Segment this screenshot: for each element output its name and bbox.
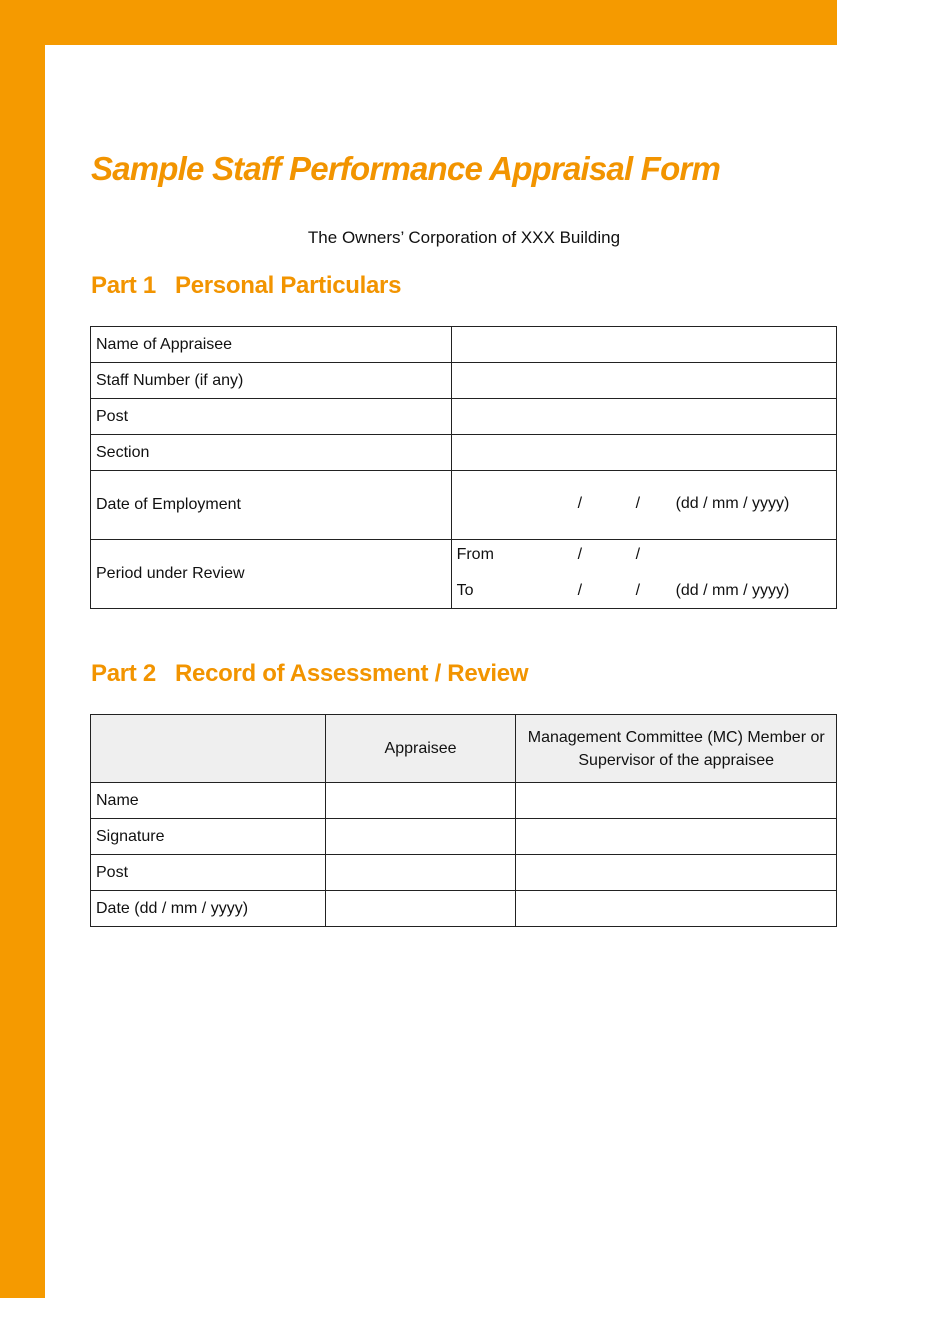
to-label: To	[456, 582, 474, 599]
assessment-record-table	[90, 714, 837, 927]
table-row	[91, 783, 837, 819]
row-label: Period under Review	[91, 540, 452, 609]
appraisee-name-field[interactable]	[325, 783, 516, 819]
date-of-employment-field[interactable]	[451, 471, 836, 540]
row-label: Name of Appraisee	[91, 327, 452, 363]
appraisee-signature-field[interactable]	[325, 819, 516, 855]
table-row	[91, 855, 837, 891]
header-mc-member: Management Committee (MC) Member or Supervisor of the appraisee	[516, 715, 837, 783]
table-row	[91, 435, 837, 471]
form-subtitle: The Owners’ Corporation of XXX Building	[307, 228, 621, 247]
date-separator: /	[635, 582, 641, 599]
date-separator: /	[577, 495, 583, 512]
table-row	[91, 327, 837, 363]
table-header-row	[91, 715, 837, 783]
row-label: Date (dd / mm / yyyy)	[91, 891, 326, 927]
appraisee-post-field[interactable]	[325, 855, 516, 891]
part1-heading	[91, 272, 401, 300]
date-format-hint: (dd / mm / yyyy)	[675, 495, 790, 512]
personal-particulars-table	[90, 326, 837, 609]
row-label: Date of Employment	[91, 471, 452, 540]
from-label: From	[456, 546, 494, 563]
table-row	[91, 540, 837, 609]
date-separator: /	[577, 546, 583, 563]
period-under-review-field[interactable]	[451, 540, 836, 609]
mc-signature-field[interactable]	[516, 819, 837, 855]
part2-title: Record of Assessment / Review	[175, 660, 529, 687]
section-field[interactable]	[451, 435, 836, 471]
part1-title: Personal Particulars	[175, 272, 402, 299]
header-appraisee: Appraisee	[325, 715, 516, 783]
mc-date-field[interactable]	[516, 891, 837, 927]
table-row	[91, 471, 837, 540]
table-row	[91, 363, 837, 399]
table-row	[91, 891, 837, 927]
row-label: Signature	[91, 819, 326, 855]
left-accent-bar	[0, 0, 45, 1298]
part1-number: Part 1	[91, 272, 156, 299]
form-title: Sample Staff Performance Appraisal Form	[91, 150, 721, 187]
part2-number: Part 2	[91, 660, 156, 687]
table-row	[91, 399, 837, 435]
appraisee-date-field[interactable]	[325, 891, 516, 927]
top-accent-bar	[0, 0, 837, 45]
date-separator: /	[635, 546, 641, 563]
row-label: Name	[91, 783, 326, 819]
row-label: Staff Number (if any)	[91, 363, 452, 399]
mc-name-field[interactable]	[516, 783, 837, 819]
header-blank-cell	[91, 715, 326, 783]
name-of-appraisee-field[interactable]	[451, 327, 836, 363]
date-separator: /	[577, 582, 583, 599]
mc-post-field[interactable]	[516, 855, 837, 891]
post-field[interactable]	[451, 399, 836, 435]
row-label: Section	[91, 435, 452, 471]
date-format-hint: (dd / mm / yyyy)	[675, 582, 790, 599]
table-row	[91, 819, 837, 855]
row-label: Post	[91, 399, 452, 435]
row-label: Post	[91, 855, 326, 891]
part2-heading	[91, 660, 528, 688]
staff-number-field[interactable]	[451, 363, 836, 399]
date-separator: /	[635, 495, 641, 512]
